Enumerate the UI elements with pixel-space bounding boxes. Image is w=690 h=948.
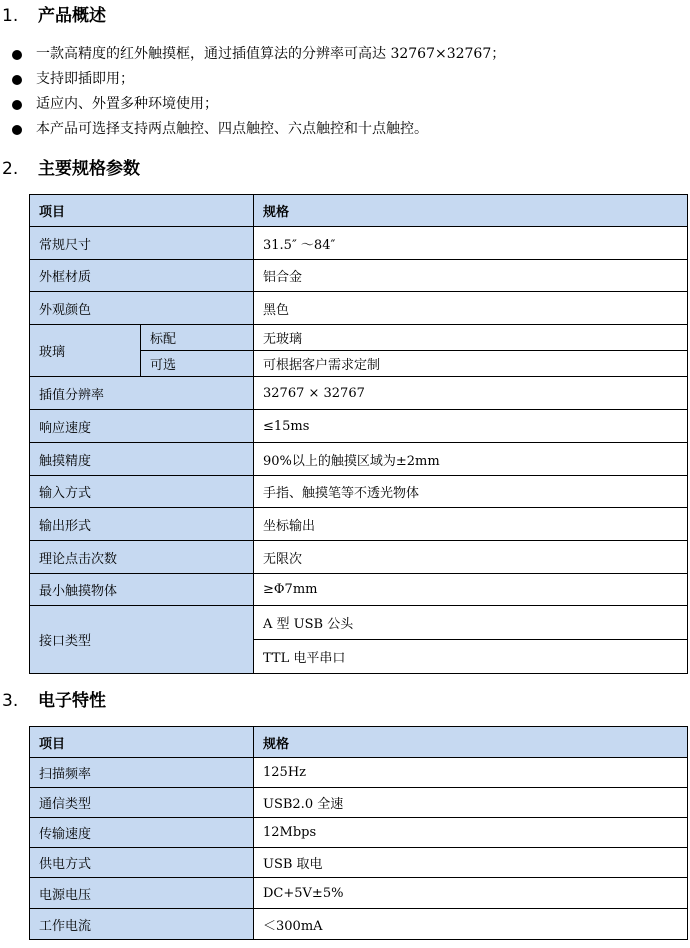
section-2-number: 2.	[2, 159, 19, 179]
table-row	[30, 818, 688, 848]
bullet-item	[0, 117, 505, 142]
row-label: 通信类型	[30, 788, 254, 818]
table-row	[30, 508, 688, 541]
main-spec-table	[29, 194, 688, 674]
table-row	[30, 476, 688, 508]
table-row	[30, 443, 688, 476]
table-row	[30, 410, 688, 443]
electrical-spec-table	[29, 726, 688, 940]
bullet-item	[0, 92, 505, 117]
row-value: A 型 USB 公头	[254, 606, 688, 640]
table-row	[30, 878, 688, 909]
section-3-number: 3.	[2, 691, 19, 711]
row-value: 12Mbps	[254, 818, 688, 848]
table-row	[30, 909, 688, 940]
row-value: ≥Φ7mm	[254, 574, 688, 606]
section-3-title: 电子特性	[38, 691, 106, 711]
row-value: USB2.0 全速	[254, 788, 688, 818]
table-row	[30, 541, 688, 574]
row-label: 输入方式	[30, 476, 254, 508]
table-row	[30, 758, 688, 788]
table-row	[30, 325, 688, 351]
row-label: 玻璃	[30, 325, 141, 377]
row-value: 黑色	[254, 292, 688, 325]
row-value: 31.5″ ～84″	[254, 227, 688, 260]
header-item: 项目	[30, 727, 254, 758]
row-label: 输出形式	[30, 508, 254, 541]
section-3-heading	[0, 691, 106, 711]
row-label: 供电方式	[30, 848, 254, 878]
row-label: 传输速度	[30, 818, 254, 848]
row-label: 触摸精度	[30, 443, 254, 476]
bullet-text: 一款高精度的红外触摸框，通过插值算法的分辨率可高达 32767×32767；	[36, 46, 506, 62]
header-item: 项目	[30, 195, 254, 227]
bullet-dot-icon	[12, 75, 22, 85]
row-label: 工作电流	[30, 909, 254, 940]
section-1-title: 产品概述	[38, 6, 106, 26]
header-spec: 规格	[254, 727, 688, 758]
table-row	[30, 848, 688, 878]
bullet-text: 支持即插即用；	[36, 71, 134, 87]
row-label: 响应速度	[30, 410, 254, 443]
row-value: 32767 × 32767	[254, 377, 688, 410]
bullet-text: 适应内、外置多种环境使用；	[36, 96, 218, 112]
table-row	[30, 788, 688, 818]
bullet-dot-icon	[12, 125, 22, 135]
bullet-item	[0, 67, 505, 92]
section-2-heading	[0, 159, 140, 179]
row-label: 扫描频率	[30, 758, 254, 788]
table-row	[30, 606, 688, 640]
row-value: 铝合金	[254, 260, 688, 292]
row-value: 无玻璃	[254, 325, 688, 351]
row-value: 125Hz	[254, 758, 688, 788]
row-value: ＜300mA	[254, 909, 688, 940]
bullet-item	[0, 42, 505, 67]
table-header-row	[30, 195, 688, 227]
row-value: 可根据客户需求定制	[254, 351, 688, 377]
row-label: 电源电压	[30, 878, 254, 909]
overview-bullet-list	[0, 42, 505, 142]
header-spec: 规格	[254, 195, 688, 227]
section-1-number: 1.	[2, 6, 19, 26]
row-label: 外观颜色	[30, 292, 254, 325]
row-label: 接口类型	[30, 606, 254, 674]
table-row	[30, 260, 688, 292]
bullet-dot-icon	[12, 50, 22, 60]
row-value: USB 取电	[254, 848, 688, 878]
section-2-title: 主要规格参数	[38, 159, 140, 179]
table-header-row	[30, 727, 688, 758]
row-value: 坐标输出	[254, 508, 688, 541]
section-1-heading	[0, 6, 106, 26]
bullet-dot-icon	[12, 100, 22, 110]
table-row	[30, 574, 688, 606]
row-sublabel: 可选	[141, 351, 254, 377]
row-sublabel: 标配	[141, 325, 254, 351]
row-label: 最小触摸物体	[30, 574, 254, 606]
table-row	[30, 292, 688, 325]
table-row	[30, 227, 688, 260]
table-row	[30, 377, 688, 410]
row-label: 理论点击次数	[30, 541, 254, 574]
row-value: ≤15ms	[254, 410, 688, 443]
bullet-text: 本产品可选择支持两点触控、四点触控、六点触控和十点触控。	[36, 121, 428, 137]
row-value: 90%以上的触摸区域为±2mm	[254, 443, 688, 476]
row-label: 外框材质	[30, 260, 254, 292]
row-label: 插值分辨率	[30, 377, 254, 410]
row-value: TTL 电平串口	[254, 640, 688, 674]
row-label: 常规尺寸	[30, 227, 254, 260]
row-value: 无限次	[254, 541, 688, 574]
row-value: 手指、触摸笔等不透光物体	[254, 476, 688, 508]
row-value: DC+5V±5%	[254, 878, 688, 909]
